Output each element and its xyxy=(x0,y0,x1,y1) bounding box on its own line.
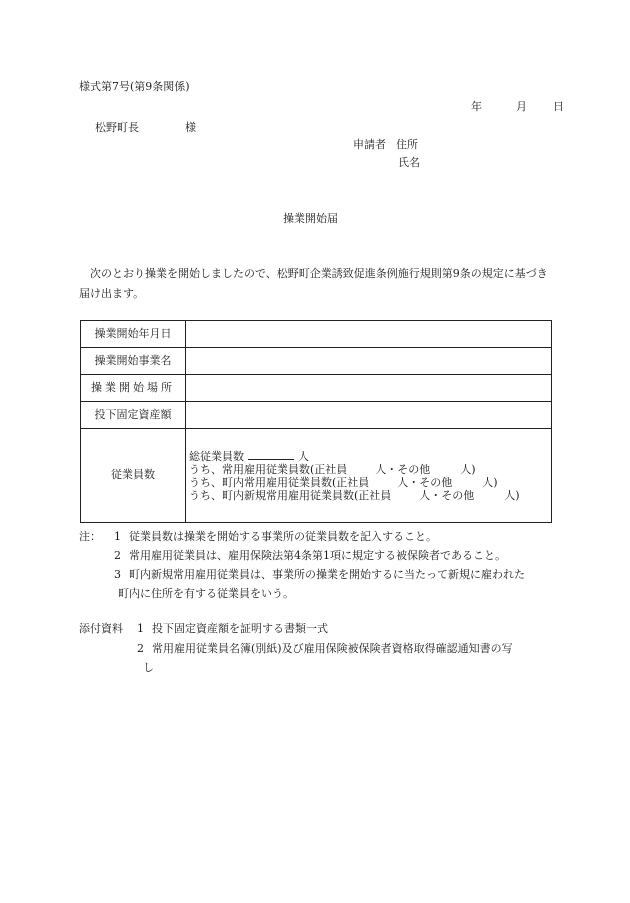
row-label-start-date: 操業開始年月日 xyxy=(81,321,186,348)
town-prefix: うち、町内常用雇用従業員数(正社員 xyxy=(189,475,370,489)
row-value-start-date[interactable] xyxy=(186,321,552,348)
table-row xyxy=(81,375,552,402)
addressee-name: 松野町長 xyxy=(95,121,139,134)
body-text: 次のとおり操業を開始しましたので、松野町企業誘致促進条例施行規則第9条の規定に基づき届け出ます。 xyxy=(79,267,548,300)
regular-mid: 人・その他 xyxy=(375,462,431,476)
attachment-2-num: 2 xyxy=(137,642,144,655)
address-label: 住所 xyxy=(396,138,418,151)
attachment-1-text: 投下固定資産額を証明する書類一式 xyxy=(152,622,328,635)
table-row xyxy=(81,348,552,375)
note-2-text: 常用雇用従業員は、雇用保険法第4条第1項に規定する被保険者であること。 xyxy=(129,549,506,562)
form-number: 様式第7号(第9条関係) xyxy=(79,80,190,93)
row-label-fixed-assets: 投下固定資産額 xyxy=(81,402,186,429)
date-day: 日 xyxy=(553,100,564,113)
new-town-end: 人) xyxy=(504,488,520,502)
application-table xyxy=(80,320,552,523)
note-3-cont: 町内に住所を有する従業員をいう。 xyxy=(118,587,294,600)
town-mid: 人・その他 xyxy=(397,475,453,489)
applicant-address xyxy=(353,138,418,153)
town-end: 人) xyxy=(482,475,498,489)
row-value-fixed-assets[interactable] xyxy=(186,402,552,429)
row-value-business-name[interactable] xyxy=(186,348,552,375)
note-1-text: 従業員数は操業を開始する事業所の従業員数を記入すること。 xyxy=(129,530,437,543)
note-3-text: 町内新規常用雇用従業員は、事業所の操業を開始するに当たって新規に雇われた xyxy=(129,568,525,581)
regular-prefix: うち、常用雇用従業員数(正社員 xyxy=(189,462,348,476)
note-1-num: 1 xyxy=(114,530,121,543)
new-town-mid: 人・その他 xyxy=(419,488,475,502)
total-employees-label: 総従業員数 xyxy=(189,449,244,463)
row-label-business-name: 操業開始事業名 xyxy=(81,348,186,375)
attachments-label: 添付資料 xyxy=(79,622,123,635)
employees-new-town-line xyxy=(189,489,551,502)
date-month: 月 xyxy=(516,100,527,113)
document-title: 操業開始届 xyxy=(283,212,338,225)
employees-regular-line xyxy=(189,463,551,476)
table-row xyxy=(81,402,552,429)
note-2-num: 2 xyxy=(114,549,121,562)
note-3-num: 3 xyxy=(114,568,121,581)
employees-detail[interactable] xyxy=(186,429,552,523)
row-label-employees: 従業員数 xyxy=(81,429,186,523)
attachment-2-text: 常用雇用従業員名簿(別紙)及び雇用保険被保険者資格取得確認通知書の写 xyxy=(152,642,513,655)
total-employees-blank[interactable] xyxy=(248,451,294,460)
new-town-prefix: うち、町内新規常用雇用従業員数(正社員 xyxy=(189,488,392,502)
date-line xyxy=(471,100,564,115)
applicant-label: 申請者 xyxy=(353,138,386,151)
table-row-employees xyxy=(81,429,552,523)
total-employees-unit: 人 xyxy=(298,449,309,463)
employees-town-line xyxy=(189,476,551,489)
row-value-location[interactable] xyxy=(186,375,552,402)
honorific: 様 xyxy=(185,121,196,134)
name-label: 氏名 xyxy=(398,156,420,169)
row-label-location: 操業開始場所 xyxy=(81,375,186,402)
notes-label: 注： xyxy=(79,530,101,543)
date-year: 年 xyxy=(471,100,482,113)
addressee xyxy=(95,121,196,136)
table-row xyxy=(81,321,552,348)
regular-end: 人) xyxy=(460,462,476,476)
attachment-2-cont: し xyxy=(143,661,154,674)
attachment-1-num: 1 xyxy=(137,622,144,635)
employees-total-line xyxy=(189,450,551,463)
